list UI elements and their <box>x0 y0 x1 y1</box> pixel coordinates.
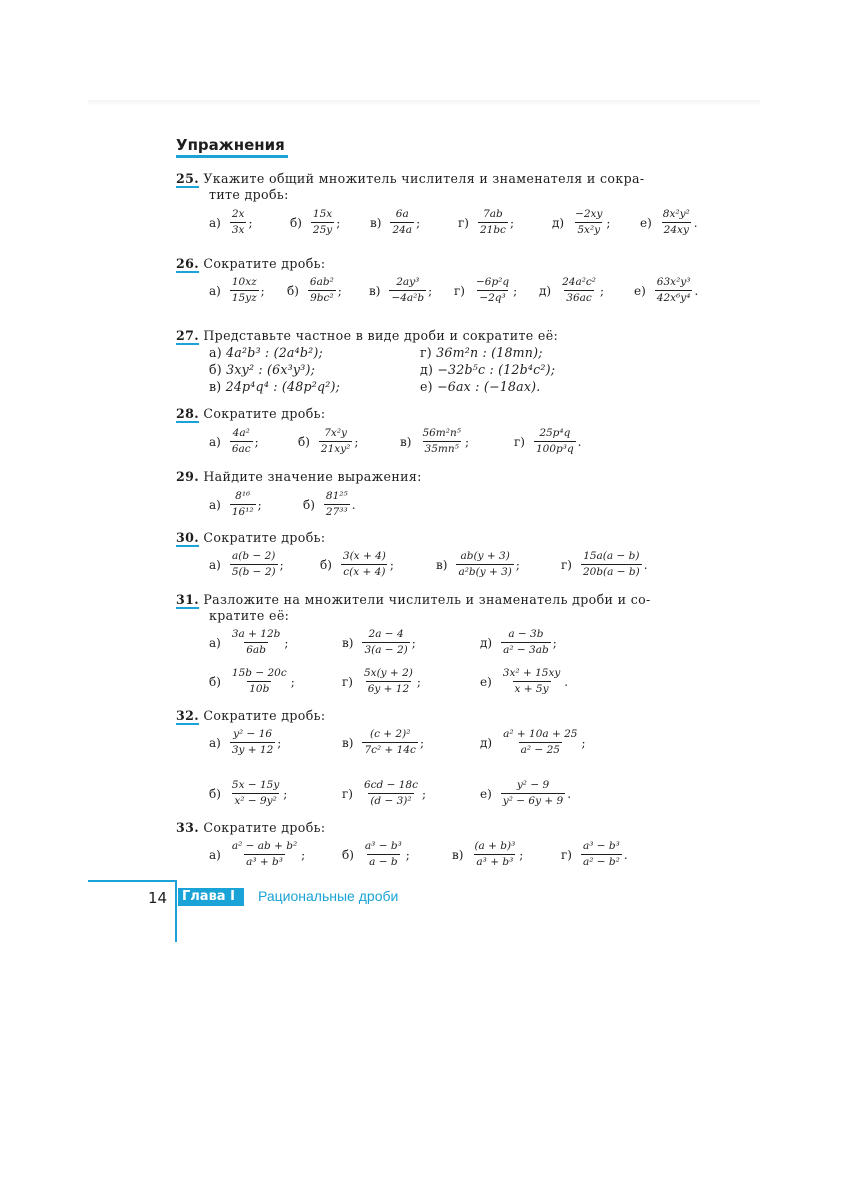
exercise-item: г) $\frac{6cd - 18c}{\text{(d − 3)²}}$ ; <box>342 779 427 807</box>
page-number: 14 <box>148 889 168 907</box>
exercise-text: Укажите общий множитель числителя и знаменателя и сокра- <box>203 171 645 186</box>
exercise-item: б) $\frac{\text{a³ − b³}}{a - b}$ ; <box>342 840 410 868</box>
fraction: $\frac{3a + 12b}{6ab}$ <box>231 628 281 656</box>
exercise-item: д) $\frac{a - 3b}{\text{a² − 3ab}}$ ; <box>480 628 557 656</box>
exercise-item: в) $\frac{\text{(a + b)³}}{\text{a³ + b³}}$ ; <box>452 840 524 868</box>
exercise-number: 31. <box>176 592 199 607</box>
exercise-text: Сократите дробь: <box>203 820 326 835</box>
exercise-item: г) $\frac{\text{a³ − b³}}{\text{a² − b²}}$ . <box>561 840 628 868</box>
chapter-badge: Глава I <box>178 888 244 906</box>
fraction: $\frac{a(b - 2)}{5(b - 2)}$ <box>231 550 276 578</box>
exercise-item: б) $\frac{15b - 20c}{10b}$ ; <box>209 667 295 695</box>
exercise-text: Сократите дробь: <box>203 406 326 421</box>
exercise-item: б) $\frac{\text{6ab²}}{\text{9bc²}}$ ; <box>287 276 342 304</box>
exercise-item: а) $\frac{10xz}{15yz}$ ; <box>209 276 265 304</box>
exercise-item: а) $\frac{\text{y² − 16}}{3y + 12}$ ; <box>209 728 282 756</box>
exercise-item: г) $\frac{15a(a - b)}{20b(a - b)}$ . <box>561 550 648 578</box>
section-title-underline <box>176 155 288 158</box>
exercise-item: в) $\frac{\text{2ay³}}{\text{−4a²b}}$ ; <box>369 276 433 304</box>
exercise-item: а) $\frac{\text{8¹⁶}}{\text{16¹²}}$ ; <box>209 490 262 518</box>
exercise-number: 29. <box>176 469 199 484</box>
exercise-31-heading <box>176 591 651 608</box>
fraction: $\frac{15a(a - b)}{20b(a - b)}$ <box>582 550 640 578</box>
fraction: $\frac{10xz}{15yz}$ <box>231 276 257 304</box>
page-top-shadow <box>88 100 760 106</box>
exercise-item: а) $\frac{\text{4a²}}{6ac}$ ; <box>209 427 259 455</box>
fraction: $\frac{\text{a² + 10a + 25}}{\text{a² − 25}}$ <box>503 728 578 756</box>
fraction: $\frac{\text{81²⁵}}{\text{27³³}}$ <box>325 490 348 518</box>
exercise-text: Представьте частное в виде дроби и сократите её: <box>203 328 559 343</box>
fraction: $\frac{\text{8¹⁶}}{\text{16¹²}}$ <box>231 490 254 518</box>
fraction: $\frac{6cd - 18c}{\text{(d − 3)²}}$ <box>363 779 418 807</box>
section-title: Упражнения <box>176 136 285 154</box>
exercise-item: а) 4a²b³ : (2a⁴b²); <box>209 345 323 360</box>
exercise-item: д) $\frac{-2xy}{\text{5x²y}}$ ; <box>552 208 611 236</box>
fraction: $\frac{\text{24a²c²}}{36ac}$ <box>562 276 596 304</box>
exercise-item: в) $\frac{\text{(c + 2)²}}{\text{7c² + 14c}}$ ; <box>342 728 424 756</box>
exercise-item: д) $\frac{\text{a² + 10a + 25}}{\text{a² − 25}}$ ; <box>480 728 586 756</box>
exercise-number: 33. <box>176 820 199 835</box>
fraction: $\frac{\text{3x² + 15xy}}{x + 5y}$ <box>502 667 561 695</box>
exercise-item: в) $\frac{\text{56m²n⁵}}{\text{35mn⁵}}$ ; <box>400 427 469 455</box>
exercise-number: 28. <box>176 406 199 421</box>
exercise-item: а) $\frac{\text{a² − ab + b²}}{\text{a³ + b³}}$ ; <box>209 840 306 868</box>
fraction: $\frac{\text{a² − ab + b²}}{\text{a³ + b³}}$ <box>231 840 298 868</box>
fraction: $\frac{\text{(a + b)³}}{\text{a³ + b³}}$ <box>474 840 516 868</box>
fraction: $\frac{15b - 20c}{10b}$ <box>231 667 287 695</box>
exercise-item: г) $\frac{7ab}{21bc}$ ; <box>458 208 514 236</box>
exercise-item: е) $\frac{\text{63x²y³}}{\text{42x⁶y⁴}}$ . <box>634 276 699 304</box>
fraction: $\frac{\text{y² − 16}}{3y + 12}$ <box>231 728 274 756</box>
exercise-text: Разложите на множители числитель и знаменатель дроби и со- <box>203 592 651 607</box>
fraction: $\frac{5x(y + 2)}{6y + 12}$ <box>363 667 413 695</box>
fraction: $\frac{\text{8x²y²}}{24xy}$ <box>662 208 690 236</box>
fraction: $\frac{2a - 4}{3(a - 2)}$ <box>364 628 408 656</box>
exercise-item: г) $\frac{\text{25p⁴q}}{\text{100p³q}}$ . <box>514 427 582 455</box>
exercise-29-heading <box>176 468 422 485</box>
footer-vertical-rule <box>175 880 177 942</box>
exercise-item: б) $\frac{3(x + 4)}{c(x + 4)}$ ; <box>320 550 394 578</box>
exercise-number: 26. <box>176 256 199 271</box>
fraction: $\frac{ab(y + 3)}{\text{a²b(y + 3)}}$ <box>458 550 512 578</box>
exercise-text: Найдите значение выражения: <box>203 469 422 484</box>
exercise-26-heading <box>176 255 325 272</box>
exercise-number: 32. <box>176 708 199 723</box>
fraction: $\frac{7ab}{21bc}$ <box>479 208 506 236</box>
exercise-item: е) −6ax : (−18ax). <box>420 379 541 394</box>
exercise-item: б) 3xy² : (6x³y³); <box>209 362 316 377</box>
exercise-item: в) $\frac{6a}{24a}$ ; <box>370 208 421 236</box>
fraction: $\frac{2x}{3x}$ <box>231 208 245 236</box>
fraction: $\frac{\text{y² − 9}}{\text{y² − 6y + 9}}$ <box>502 779 564 807</box>
fraction: $\frac{a - 3b}{\text{a² − 3ab}}$ <box>503 628 549 656</box>
fraction: $\frac{\text{a³ − b³}}{\text{a² − b²}}$ <box>582 840 620 868</box>
exercise-28-heading <box>176 405 325 422</box>
exercise-item: в) $\frac{ab(y + 3)}{\text{a²b(y + 3)}}$ ; <box>436 550 520 578</box>
fraction: $\frac{15x}{25y}$ <box>312 208 333 236</box>
fraction: $\frac{\text{−6p²q}}{\text{−2q³}}$ <box>475 276 510 304</box>
fraction: $\frac{\text{(c + 2)²}}{\text{7c² + 14c}}$ <box>364 728 416 756</box>
exercise-item: д) $\frac{\text{24a²c²}}{36ac}$ ; <box>539 276 605 304</box>
fraction: $\frac{\text{a³ − b³}}{a - b}$ <box>364 840 402 868</box>
exercise-item: е) $\frac{\text{8x²y²}}{24xy}$ . <box>640 208 698 236</box>
fraction: $\frac{-2xy}{\text{5x²y}}$ <box>575 208 603 236</box>
exercise-item: а) $\frac{a(b - 2)}{5(b - 2)}$ ; <box>209 550 284 578</box>
exercise-item: б) $\frac{\text{81²⁵}}{\text{27³³}}$ . <box>303 490 356 518</box>
exercise-item: б) $\frac{\text{7x²y}}{\text{21xy²}}$ ; <box>298 427 359 455</box>
fraction: $\frac{\text{25p⁴q}}{\text{100p³q}}$ <box>535 427 574 455</box>
exercise-item: а) $\frac{3a + 12b}{6ab}$ ; <box>209 628 289 656</box>
exercise-27-heading <box>176 327 558 344</box>
exercise-item: е) $\frac{\text{3x² + 15xy}}{x + 5y}$ . <box>480 667 569 695</box>
chapter-title: Рациональные дроби <box>258 888 399 904</box>
exercise-32-heading <box>176 707 325 724</box>
exercise-item: г) 36m²n : (18mn); <box>420 345 543 360</box>
exercise-text: Сократите дробь: <box>203 708 326 723</box>
exercise-item: г) $\frac{\text{−6p²q}}{\text{−2q³}}$ ; <box>454 276 518 304</box>
exercise-text: Сократите дробь: <box>203 256 326 271</box>
exercise-number: 27. <box>176 328 199 343</box>
fraction: $\frac{3(x + 4)}{c(x + 4)}$ <box>342 550 386 578</box>
fraction: $\frac{\text{6ab²}}{\text{9bc²}}$ <box>309 276 334 304</box>
exercise-item: д) −32b⁵c : (12b⁴c²); <box>420 362 556 377</box>
fraction: $\frac{\text{63x²y³}}{\text{42x⁶y⁴}}$ <box>656 276 691 304</box>
fraction: $\frac{5x - 15y}{\text{x² − 9y²}}$ <box>231 779 280 807</box>
exercise-text-continued: кратите её: <box>209 608 290 623</box>
fraction: $\frac{\text{7x²y}}{\text{21xy²}}$ <box>320 427 351 455</box>
exercise-number: 30. <box>176 530 199 545</box>
exercise-33-heading <box>176 819 325 836</box>
exercise-item: г) $\frac{5x(y + 2)}{6y + 12}$ ; <box>342 667 421 695</box>
fraction: $\frac{\text{56m²n⁵}}{\text{35mn⁵}}$ <box>422 427 461 455</box>
exercise-item: в) 24p⁴q⁴ : (48p²q²); <box>209 379 341 394</box>
fraction: $\frac{\text{2ay³}}{\text{−4a²b}}$ <box>391 276 425 304</box>
exercise-25-heading <box>176 170 644 187</box>
exercise-number: 25. <box>176 171 199 186</box>
footer-rule <box>88 880 176 882</box>
exercise-item: б) $\frac{5x - 15y}{\text{x² − 9y²}}$ ; <box>209 779 288 807</box>
exercise-30-heading <box>176 529 325 546</box>
exercise-text: Сократите дробь: <box>203 530 326 545</box>
exercise-item: в) $\frac{2a - 4}{3(a - 2)}$ ; <box>342 628 416 656</box>
exercise-item: б) $\frac{15x}{25y}$ ; <box>290 208 341 236</box>
fraction: $\frac{6a}{24a}$ <box>392 208 413 236</box>
exercise-item: а) $\frac{2x}{3x}$ ; <box>209 208 253 236</box>
exercise-item: е) $\frac{\text{y² − 9}}{\text{y² − 6y + 9}}$ . <box>480 779 572 807</box>
exercise-text-continued: тите дробь: <box>209 187 289 202</box>
fraction: $\frac{\text{4a²}}{6ac}$ <box>231 427 251 455</box>
